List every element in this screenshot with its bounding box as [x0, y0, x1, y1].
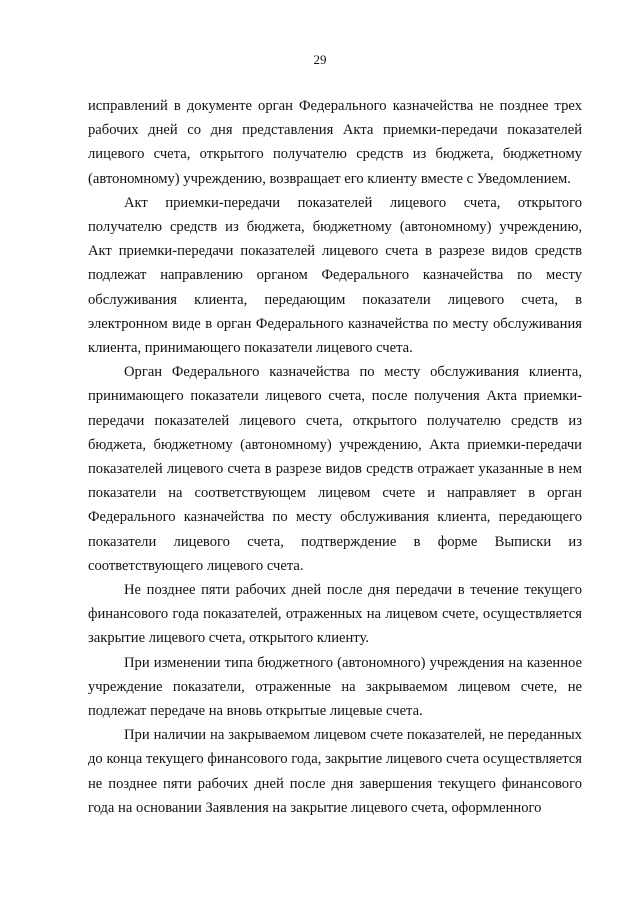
- paragraph-receiving-authority: Орган Федерального казначейства по месту обслуживания клиента, принимающего показатели лицевого счета, после получения Акта приемки-передачи показателей лицевого счета, открытого получателю средств из бюджета, бюджетному (автономному) учреждению, Акта приемки-передачи показателей лицевого счета в разрезе видов средств отражает указанные в нем показатели на соответствующем лицевом счете и направляет в орган Федерального казначейства по месту обслуживания клиента, передающего показатели лицевого счета, подтверждение в форме Выписки из соответствующего лицевого счета.: [88, 364, 582, 574]
- page-number: 29: [313, 52, 327, 67]
- paragraph-continued: исправлений в документе орган Федерального казначейства не позднее трех рабочих дней со дня представления Акта приемки-передачи показателей лицевого счета, открытого получателю средств из бюджета, бюджетному (автономному) учреждению, возвращает его клиенту вместе с Уведомлением.: [88, 98, 582, 187]
- paragraph-type-change: При изменении типа бюджетного (автономного) учреждения на казенное учреждение показатели, отраженные на закрываемом лицевом счете, не подлежат передаче на вновь открытые лицевые счета.: [88, 654, 582, 720]
- paragraph-act-transfer: Акт приемки-передачи показателей лицевого счета, открытого получателю средств из бюджета, бюджетному (автономному) учреждению, Акт приемки-передачи показателей лицевого счета в разрезе видов средств подлежат направлению органом Федерального казначейства по месту обслуживания клиента, передающим показатели лицевого счета, в электронном виде в орган Федерального казначейства по месту обслуживания клиента, принимающего показатели лицевого счета.: [88, 194, 582, 357]
- paragraph-year-end-closure: При наличии на закрываемом лицевом счете показателей, не переданных до конца текущего финансового года, закрытие лицевого счета осуществляется не позднее пяти рабочих дней после дня завершения текущего финансового года на основании Заявления на закрытие лицевого счета, оформленного: [88, 727, 582, 816]
- paragraph-account-closure: Не позднее пяти рабочих дней после дня передачи в течение текущего финансового года показателей, отраженных на лицевом счете, осуществляется закрытие лицевого счета, открытого клиенту.: [88, 582, 582, 647]
- document-body: [88, 94, 582, 820]
